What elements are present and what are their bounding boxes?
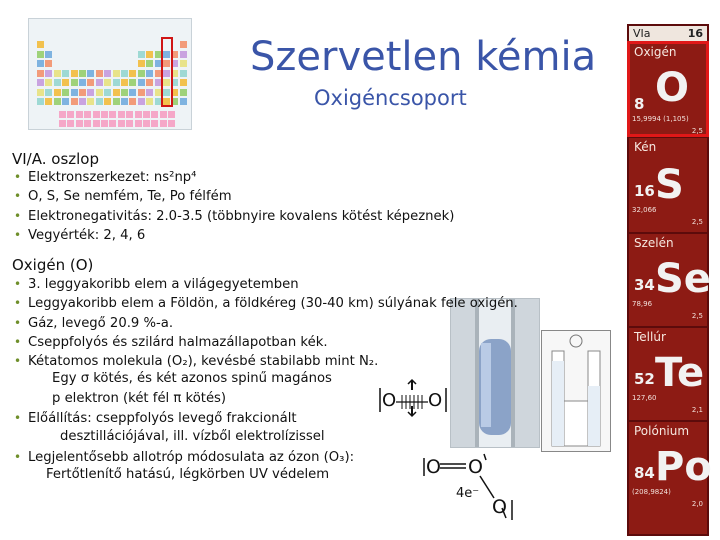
periodic-cell <box>62 98 69 105</box>
page-title: Szervetlen kémia <box>250 34 597 80</box>
list-item: • Leggyakoribb elem a Földön, a földkéreg (30-40 km) súlyának fele oxigén. <box>12 294 518 313</box>
periodic-cell <box>168 120 175 127</box>
periodic-cell <box>71 79 78 86</box>
element-tile-tellurium <box>629 328 707 420</box>
periodic-cell <box>76 120 83 127</box>
list-item: • Előállítás: cseppfolyós levegő frakcionált <box>12 409 297 428</box>
periodic-cell <box>45 79 52 86</box>
periodic-cell <box>104 70 111 77</box>
element-tile-selenium <box>629 234 711 326</box>
periodic-cell <box>96 79 103 86</box>
periodic-cell <box>87 98 94 105</box>
bullet-icon: • <box>14 208 22 223</box>
bullet-icon: • <box>14 315 22 330</box>
periodic-cell <box>54 79 61 86</box>
periodic-cell <box>45 98 52 105</box>
electrolysis-diagram <box>541 330 611 452</box>
periodic-cell <box>37 89 44 96</box>
o2-molecule-diagram <box>376 376 448 418</box>
list-item: • Cseppfolyós és szilárd halmazállapotban kék. <box>12 333 518 352</box>
list-item-continuation: Fertőtlenítő hatású, légkörben UV védelem <box>46 467 330 482</box>
periodic-cell <box>71 89 78 96</box>
periodic-cell <box>79 70 86 77</box>
periodic-cell <box>129 89 136 96</box>
ozone-atom-c: O <box>492 496 507 518</box>
bullet-icon: • <box>14 411 22 425</box>
periodic-cell <box>62 79 69 86</box>
periodic-cell <box>104 79 111 86</box>
periodic-cell <box>104 98 111 105</box>
element-tile-polonium <box>629 422 712 534</box>
bullet-icon: • <box>14 170 22 184</box>
element-name: Szelén <box>634 236 674 250</box>
periodic-cell <box>45 70 52 77</box>
element-symbol: Te <box>655 350 705 396</box>
periodic-cell <box>151 120 158 127</box>
periodic-cell <box>79 98 86 105</box>
list-item-continuation: p elektron (két fél π kötés) <box>52 391 227 406</box>
periodic-cell <box>180 51 187 58</box>
periodic-cell <box>84 120 91 127</box>
element-symbol: O <box>655 65 690 111</box>
oxygen-section-list-3 <box>12 448 354 467</box>
oxygen-section-list <box>12 275 518 371</box>
oxygen-atom-left: O <box>382 390 397 411</box>
periodic-cell <box>121 70 128 77</box>
element-electronegativity: 2,5 <box>691 312 703 320</box>
element-number: 8 <box>634 95 645 113</box>
periodic-cell <box>93 120 100 127</box>
periodic-cell <box>143 120 150 127</box>
periodic-cell <box>146 79 153 86</box>
element-number: 84 <box>634 464 655 482</box>
periodic-cell <box>180 98 187 105</box>
element-number: 34 <box>634 276 655 294</box>
periodic-cell <box>79 89 86 96</box>
periodic-cell <box>160 120 167 127</box>
element-mass: 15,9994 (1,105) <box>632 115 689 123</box>
periodic-cell <box>96 70 103 77</box>
group-header <box>629 26 707 42</box>
periodic-cell <box>135 120 142 127</box>
periodic-cell <box>118 111 125 118</box>
periodic-cell <box>93 111 100 118</box>
periodic-cell <box>180 60 187 67</box>
periodic-cell <box>54 70 61 77</box>
periodic-cell <box>37 51 44 58</box>
periodic-cell <box>138 60 145 67</box>
periodic-cell <box>121 79 128 86</box>
periodic-cell <box>96 98 103 105</box>
electron-count-label: 4e⁻ <box>456 486 480 501</box>
periodic-cell <box>76 111 83 118</box>
periodic-cell <box>71 98 78 105</box>
periodic-cell <box>129 98 136 105</box>
periodic-cell <box>59 120 66 127</box>
periodic-cell <box>129 79 136 86</box>
list-item: • Elektronegativitás: 2.0-3.5 (többnyire kovalens kötést képeznek) <box>12 207 454 226</box>
periodic-cell <box>121 89 128 96</box>
page-subtitle: Oxigéncsoport <box>314 86 467 110</box>
list-item-continuation: Egy σ kötés, és két azonos spinű magános <box>52 371 332 386</box>
periodic-cell <box>113 89 120 96</box>
periodic-cell <box>168 111 175 118</box>
periodic-cell <box>54 89 61 96</box>
periodic-cell <box>54 98 61 105</box>
ozone-atom-a: O <box>426 456 441 478</box>
periodic-cell <box>143 111 150 118</box>
element-electronegativity: 2,5 <box>691 218 703 226</box>
periodic-table-thumbnail <box>28 18 192 130</box>
periodic-cell <box>45 60 52 67</box>
periodic-cell <box>104 89 111 96</box>
periodic-cell <box>45 89 52 96</box>
periodic-cell <box>146 98 153 105</box>
bullet-icon: • <box>14 296 22 311</box>
ozone-atom-b: O <box>468 456 483 478</box>
element-mass: (208,9824) <box>632 488 671 496</box>
periodic-cell <box>146 60 153 67</box>
periodic-cell <box>45 51 52 58</box>
list-item: • Elektronszerkezet: ns²np⁴ <box>12 168 454 187</box>
bullet-icon: • <box>14 277 22 291</box>
bullet-icon: • <box>14 354 22 369</box>
list-item: • Vegyérték: 2, 4, 6 <box>12 226 454 245</box>
periodic-cell <box>138 98 145 105</box>
element-mass: 32,066 <box>632 206 657 214</box>
group-number: 16 <box>687 27 703 40</box>
list-item: • O, S, Se nemfém, Te, Po félfém <box>12 187 454 206</box>
periodic-cell <box>96 89 103 96</box>
periodic-cell <box>138 51 145 58</box>
periodic-cell <box>113 98 120 105</box>
periodic-cell <box>151 111 158 118</box>
element-name: Tellúr <box>634 330 666 344</box>
periodic-cell <box>37 79 44 86</box>
element-electronegativity: 2,5 <box>691 127 703 135</box>
periodic-cell <box>126 111 133 118</box>
periodic-cell <box>37 41 44 48</box>
periodic-cell <box>121 98 128 105</box>
element-mass: 127,60 <box>632 394 657 402</box>
periodic-cell <box>101 111 108 118</box>
group-label: VIa <box>633 27 651 40</box>
element-mass: 78,96 <box>632 300 653 308</box>
periodic-cell <box>67 111 74 118</box>
periodic-cell <box>146 89 153 96</box>
element-name: Oxigén <box>634 45 677 59</box>
element-electronegativity: 2,1 <box>691 406 703 414</box>
bullet-icon: • <box>14 227 22 242</box>
element-name: Polónium <box>634 424 690 438</box>
list-item-continuation: desztillációjával, ill. vízből elektrolízissel <box>60 429 325 444</box>
periodic-cell <box>138 89 145 96</box>
group-16-highlight <box>161 37 173 107</box>
periodic-cell <box>109 111 116 118</box>
bullet-icon: • <box>14 334 22 349</box>
periodic-cell <box>113 70 120 77</box>
element-tile-sulfur <box>629 138 707 232</box>
group-section-list <box>12 168 454 245</box>
periodic-cell <box>138 79 145 86</box>
periodic-cell <box>84 111 91 118</box>
periodic-cell <box>87 79 94 86</box>
periodic-cell <box>118 120 125 127</box>
group-section-heading: VI/A. oszlop <box>12 150 100 168</box>
periodic-cell <box>146 51 153 58</box>
periodic-cell <box>37 98 44 105</box>
periodic-cell <box>59 111 66 118</box>
periodic-cell <box>79 79 86 86</box>
oxygen-atom-right: O <box>428 390 443 411</box>
group-16-element-strip <box>627 24 712 536</box>
periodic-cell <box>37 60 44 67</box>
element-symbol: Se <box>655 256 711 302</box>
periodic-cell <box>67 120 74 127</box>
periodic-cell <box>129 70 136 77</box>
periodic-cell <box>135 111 142 118</box>
periodic-cell <box>113 79 120 86</box>
ozone-molecule-diagram <box>420 450 524 526</box>
periodic-cell <box>62 70 69 77</box>
periodic-cell <box>71 70 78 77</box>
periodic-cell <box>180 79 187 86</box>
list-item: • Kétatomos molekula (O₂), kevésbé stabilabb mint N₂. <box>12 352 518 371</box>
bullet-icon: • <box>14 450 22 464</box>
periodic-cell <box>180 41 187 48</box>
periodic-cell <box>109 120 116 127</box>
periodic-cell <box>37 70 44 77</box>
periodic-cell <box>62 89 69 96</box>
bullet-icon: • <box>14 189 22 204</box>
periodic-cell <box>101 120 108 127</box>
oxygen-section-heading: Oxigén (O) <box>12 256 94 274</box>
element-symbol: Po <box>655 444 712 490</box>
periodic-cell <box>180 89 187 96</box>
element-number: 16 <box>634 182 655 200</box>
periodic-cell <box>146 70 153 77</box>
element-number: 52 <box>634 370 655 388</box>
periodic-cell <box>180 70 187 77</box>
periodic-cell <box>160 111 167 118</box>
list-item: • Gáz, levegő 20.9 %-a. <box>12 314 518 333</box>
oxygen-section-list-2 <box>12 409 297 428</box>
list-item: • Legjelentősebb allotróp módosulata az ózon (O₃): <box>12 448 354 467</box>
periodic-cell <box>138 70 145 77</box>
list-item: • 3. leggyakoribb elem a világegyetemben <box>12 275 518 294</box>
periodic-cell <box>126 120 133 127</box>
periodic-cell <box>87 89 94 96</box>
element-tile-oxygen <box>629 43 707 135</box>
element-name: Kén <box>634 140 657 154</box>
element-electronegativity: 2,0 <box>691 500 703 508</box>
element-symbol: S <box>655 162 684 208</box>
periodic-cell <box>87 70 94 77</box>
